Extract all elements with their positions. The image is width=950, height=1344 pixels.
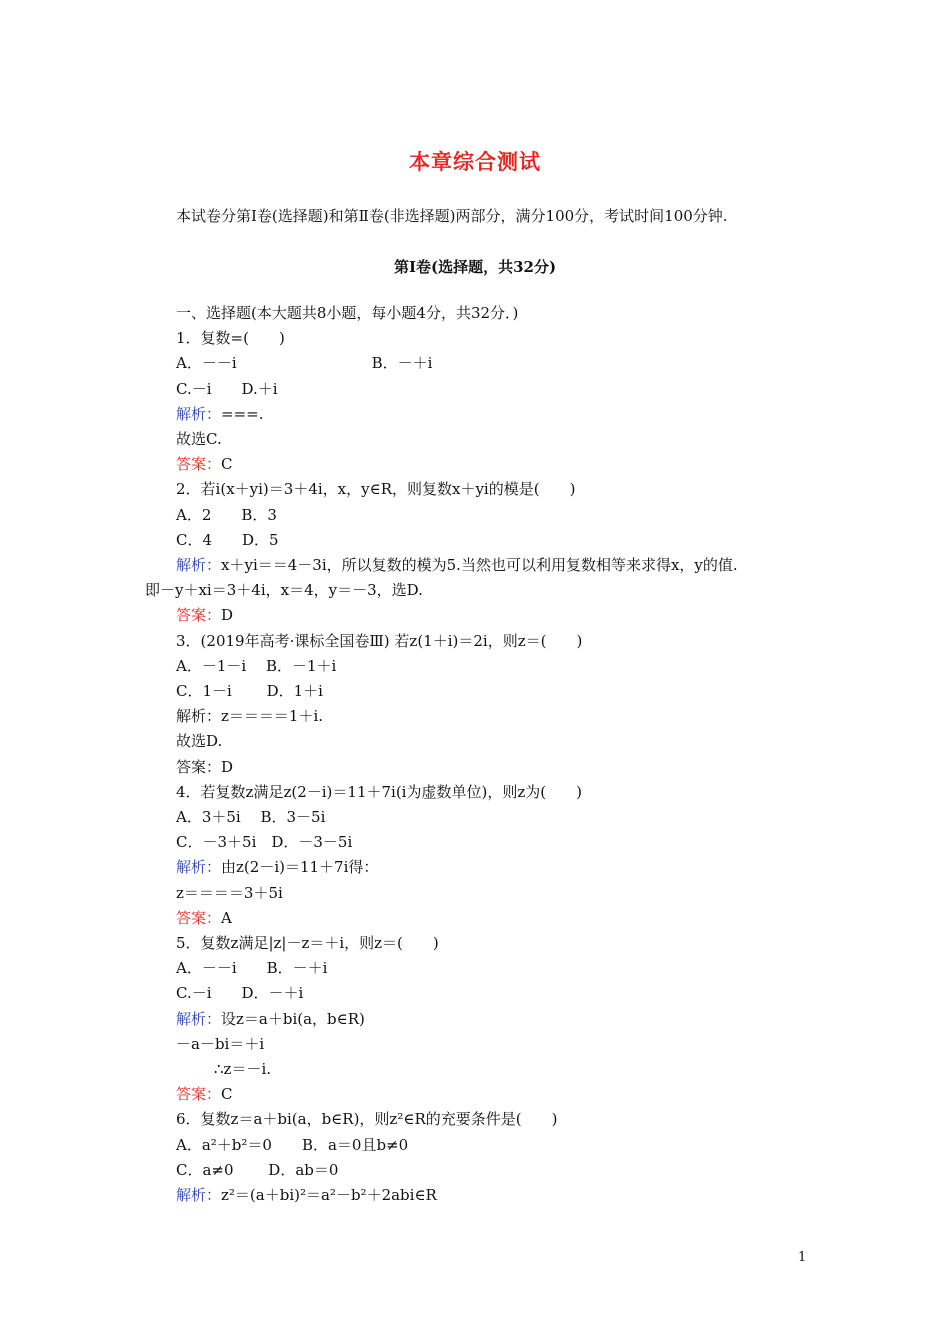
content-line (176, 858, 378, 876)
line-text: A．3＋5i B．3－5i (176, 808, 326, 826)
content-line (176, 984, 303, 1002)
content-line (176, 304, 518, 322)
page-number: 1 (798, 1250, 807, 1265)
line-text: 一、选择题(本大题共8小题，每小题4分，共32分．) (176, 304, 519, 322)
content-line (176, 405, 264, 423)
line-text: 由z(2－i)＝11＋7i得： (221, 858, 379, 877)
content-line (176, 480, 575, 498)
line-text: C (221, 1085, 233, 1104)
content-line (214, 1060, 271, 1078)
line-label: 答案： (176, 1085, 222, 1104)
line-text: D (221, 606, 234, 625)
content-line (176, 556, 738, 574)
line-text: C．－3＋5i D．－3－5i (176, 833, 353, 852)
page-title: 本章综合测试 (409, 149, 541, 174)
content-line (176, 1110, 557, 1128)
line-label: 解析： (176, 556, 222, 574)
line-text: C.－i D.＋i (176, 379, 278, 398)
content-line (176, 1085, 233, 1103)
content-line (176, 758, 233, 776)
content-line (176, 682, 323, 700)
line-text: A．－－i B．－＋i (176, 959, 328, 978)
line-text: 设z＝a＋bi(a，b∈R) (221, 1009, 365, 1028)
line-text: 即－y＋xi＝3＋4i，x＝4，y＝－3，选D. (145, 581, 423, 600)
line-label: 解析： (176, 404, 222, 423)
content-line (176, 808, 325, 826)
line-text: 故选C. (176, 430, 222, 448)
content-line (176, 833, 352, 851)
content-line (176, 732, 222, 750)
line-text: 故选D. (176, 732, 223, 751)
exam-intro: 本试卷分第Ⅰ卷(选择题)和第Ⅱ卷(非选择题)两部分，满分100分，考试时间100分钟. (176, 207, 728, 225)
content-line (176, 1136, 408, 1154)
content-line (176, 380, 278, 398)
line-text: －a－bi＝＋i (176, 1034, 265, 1053)
content-line (176, 657, 336, 675)
content-line (176, 606, 233, 624)
line-label: 答案： (176, 606, 222, 625)
content-line (176, 783, 582, 801)
line-label: 答案： (176, 455, 222, 474)
line-text: C．1－i D．1＋i (176, 682, 323, 700)
line-label: 解析： (176, 1186, 222, 1204)
line-text: A．－－i B．－＋i (176, 354, 433, 373)
line-text: C．4 D．5 (176, 530, 279, 549)
content-line (176, 1161, 338, 1179)
line-text: A．a²＋b²＝0 B．a＝0且b≠0 (176, 1135, 409, 1154)
line-text: z＝＝＝＝3＋5i (176, 883, 283, 902)
line-text: A．－1－i B．－1＋i (176, 656, 337, 675)
line-text: 6．复数z＝a＋bi(a，b∈R)，则z²∈R的充要条件是( ) (176, 1110, 558, 1129)
content-line (176, 1186, 437, 1204)
line-text: 1．复数=( ) (176, 329, 285, 348)
line-text: A (221, 908, 232, 927)
content-line (176, 506, 277, 524)
line-text: ===. (221, 404, 264, 423)
line-label: 解析： (176, 1009, 222, 1028)
line-text: 4．若复数z满足z(2－i)＝11＋7i(i为虚数单位)，则z为( ) (176, 782, 582, 801)
content-line (176, 1010, 365, 1028)
section-title: 第Ⅰ卷(选择题，共32分) (393, 258, 557, 276)
line-label: 解析： (176, 707, 222, 726)
line-label: 解析： (176, 858, 222, 877)
content-line (176, 430, 222, 448)
line-text: 5．复数z满足|z|－z＝＋i，则z＝( ) (176, 934, 439, 952)
content-line (176, 632, 582, 650)
line-text: ∴z＝－i. (214, 1060, 272, 1078)
line-text: z＝＝＝＝1＋i. (221, 707, 324, 726)
content-line (176, 909, 232, 927)
content-line (176, 884, 283, 902)
content-line (145, 581, 423, 599)
line-text: 3．(2019年高考·课标全国卷Ⅲ) 若z(1＋i)＝2i，则z＝( ) (176, 631, 583, 650)
line-text: C.－i D．－＋i (176, 984, 304, 1003)
content-line (176, 455, 233, 473)
line-label: 答案： (176, 757, 222, 776)
content-line (176, 959, 327, 977)
line-text: D (221, 757, 234, 776)
line-label: 答案： (176, 908, 222, 927)
content-line (176, 531, 279, 549)
content-line (176, 707, 323, 725)
content-line (176, 1035, 264, 1053)
content-line (176, 934, 439, 952)
content-line (176, 329, 285, 347)
line-text: C．a≠0 D．ab＝0 (176, 1160, 339, 1179)
line-text: 2．若i(x＋yi)＝3＋4i，x，y∈R，则复数x＋yi的模是( ) (176, 480, 576, 499)
line-text: A．2 B．3 (176, 505, 277, 524)
line-text: x＋yi＝＝4－3i，所以复数的模为5.当然也可以利用复数相等来求得x，y的值. (221, 556, 738, 574)
line-text: z²＝(a＋bi)²＝a²－b²＋2abi∈R (221, 1186, 437, 1204)
content-line (176, 354, 432, 372)
line-text: C (221, 455, 233, 474)
